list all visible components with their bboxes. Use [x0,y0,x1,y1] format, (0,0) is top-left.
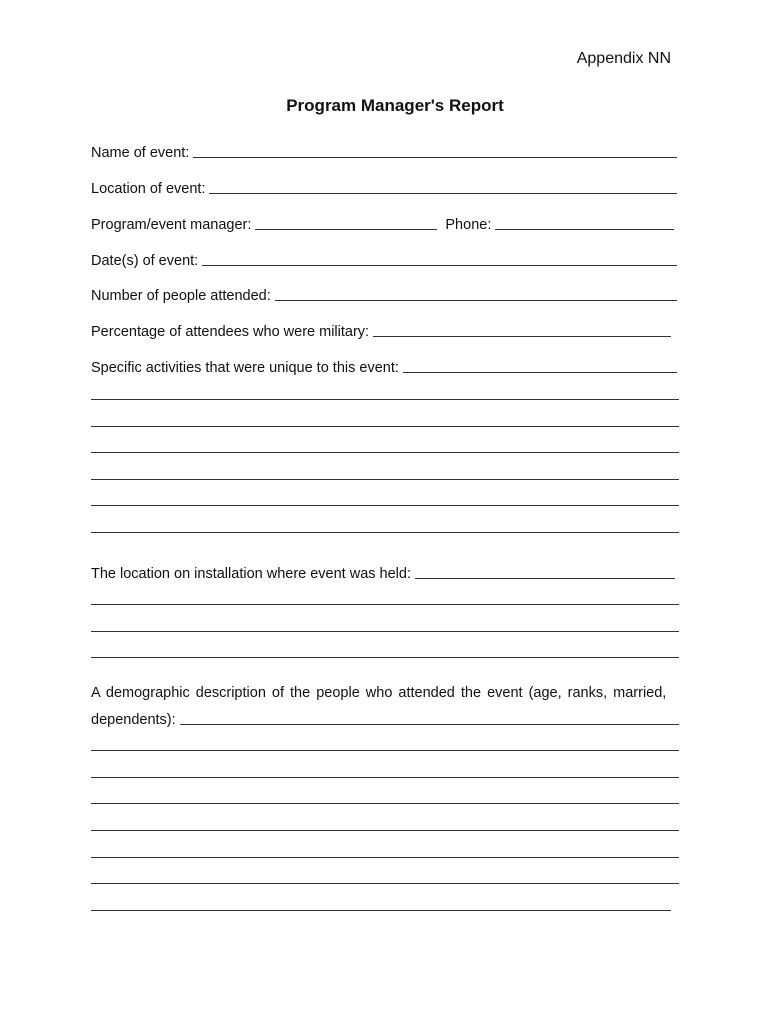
activities-line[interactable] [91,505,679,506]
military-label: Percentage of attendees who were military: [91,324,370,340]
phone-label: Phone: [445,217,492,233]
military-field[interactable] [373,336,671,337]
installation-line[interactable] [91,604,679,605]
demographic-row-2 [91,708,679,728]
attended-row [91,284,677,304]
location-of-event-label: Location of event: [91,181,206,197]
demographic-line[interactable] [91,777,679,778]
manager-field[interactable] [255,229,437,230]
demographic-line[interactable] [91,750,679,751]
military-row [91,320,671,340]
dates-field[interactable] [202,265,677,266]
activities-line[interactable] [91,532,679,533]
activities-line[interactable] [91,399,679,400]
demographic-field[interactable] [180,724,679,725]
attended-field[interactable] [275,300,677,301]
demographic-line[interactable] [91,883,679,884]
demographic-label-line1: A demographic description of the people who attended the event (age, ranks, married, [91,685,667,701]
activities-label: Specific activities that were unique to this event: [91,360,399,376]
demographic-row-1 [91,681,679,701]
demographic-line[interactable] [91,803,679,804]
demographic-line[interactable] [91,857,679,858]
location-of-event-row [91,177,677,197]
activities-line[interactable] [91,426,679,427]
installation-row [91,562,675,582]
dates-label: Date(s) of event: [91,253,199,269]
location-of-event-field[interactable] [209,193,677,194]
manager-row [91,213,674,233]
activities-line[interactable] [91,479,679,480]
installation-line[interactable] [91,631,679,632]
attended-label: Number of people attended: [91,288,271,304]
demographic-line[interactable] [91,830,679,831]
demographic-line[interactable] [91,910,671,911]
manager-label: Program/event manager: [91,217,252,233]
appendix-label: Appendix NN [576,50,671,67]
phone-field[interactable] [495,229,674,230]
dates-row [91,249,677,269]
activities-field[interactable] [403,372,677,373]
report-title: Program Manager's Report [286,96,504,115]
name-of-event-field[interactable] [193,157,677,158]
activities-row [91,356,677,376]
installation-line[interactable] [91,657,679,658]
name-of-event-label: Name of event: [91,145,190,161]
installation-label: The location on installation where event was held: [91,566,411,582]
name-of-event-row [91,141,677,161]
installation-field[interactable] [415,578,675,579]
activities-line[interactable] [91,452,679,453]
demographic-label-line2: dependents): [91,712,176,728]
